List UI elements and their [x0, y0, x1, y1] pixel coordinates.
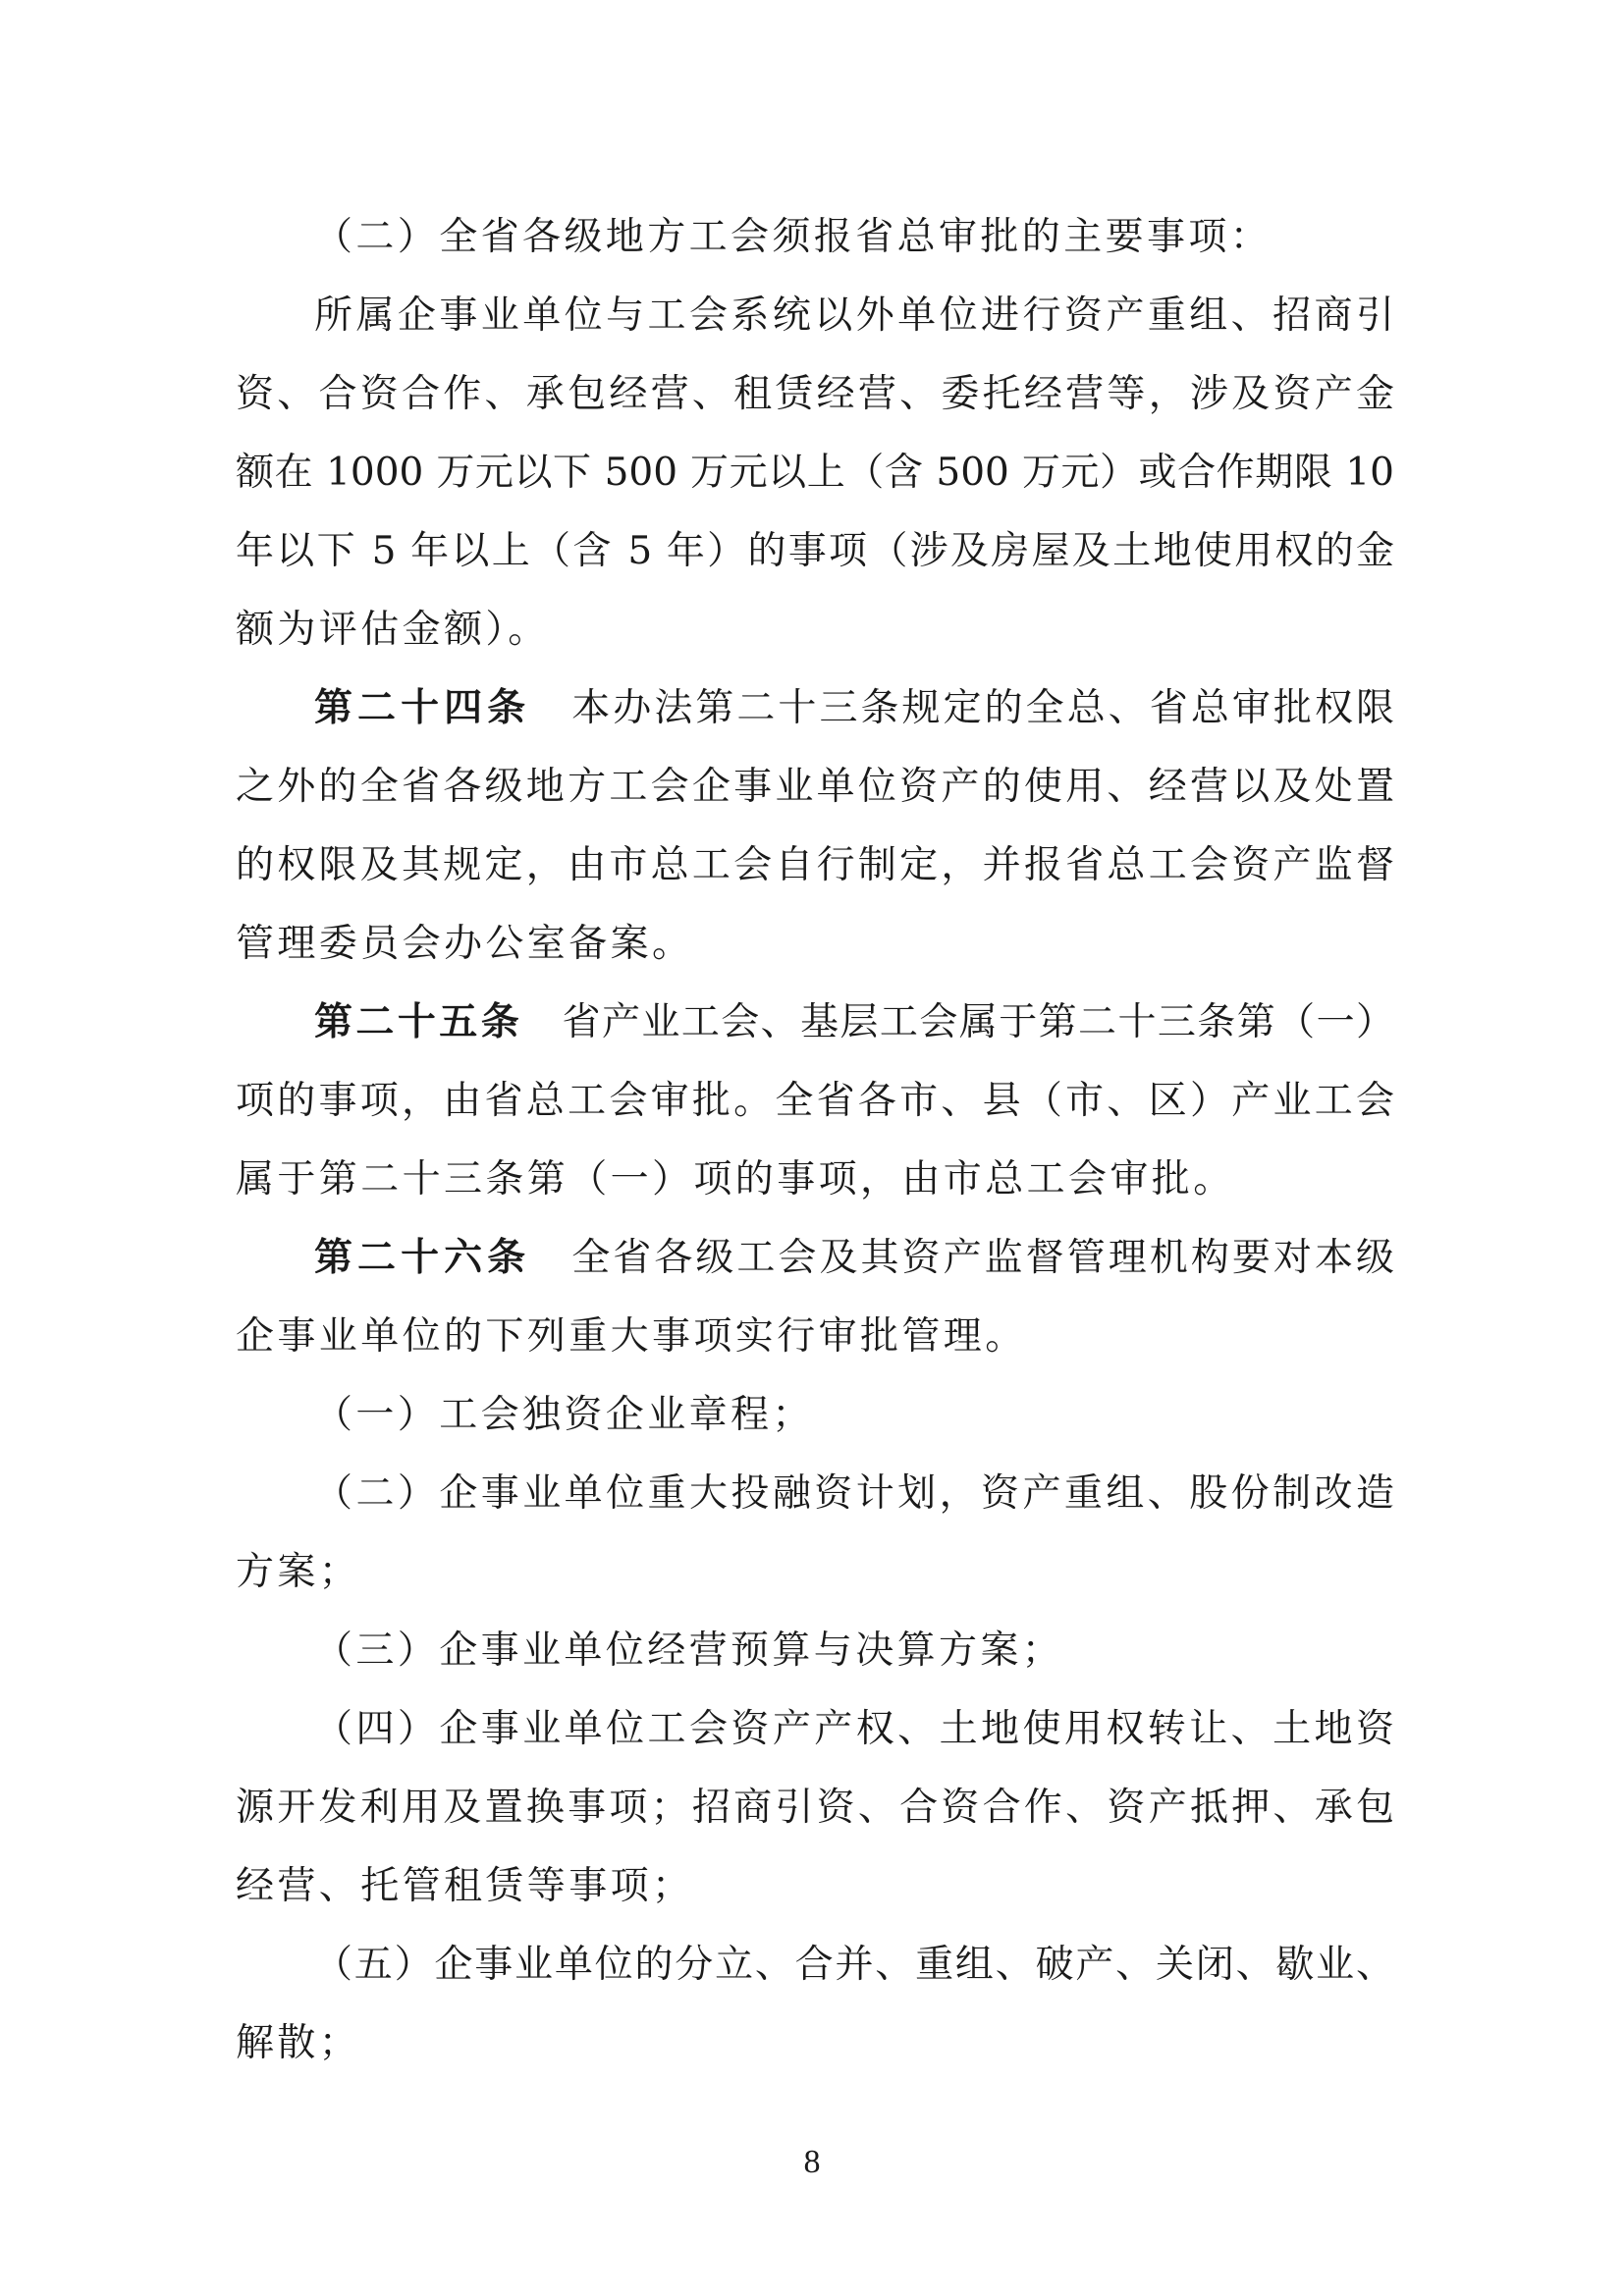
paragraph-line: 的权限及其规定，由市总工会自行制定，并报省总工会资产监督 [236, 843, 1394, 887]
paragraph-line: 所属企事业单位与工会系统以外单位进行资产重组、招商引 [314, 294, 1394, 338]
paragraph-line: 方案； [236, 1550, 361, 1594]
list-item: （二）企事业单位重大投融资计划，资产重组、股份制改造 [314, 1471, 1394, 1516]
paragraph-line: （二）全省各级地方工会须报省总审批的主要事项： [314, 215, 1272, 259]
paragraph-line: 经营、托管租赁等事项； [236, 1864, 694, 1908]
list-item: （五）企事业单位的分立、合并、重组、破产、关闭、歇业、 [314, 1943, 1394, 1987]
article-heading: 第二十五条 [314, 1000, 523, 1044]
page-number: 8 [803, 2144, 821, 2180]
paragraph-line: 年以下 5 年以上（含 5 年）的事项（涉及房屋及土地使用权的金 [236, 529, 1394, 573]
paragraph-line: 企事业单位的下列重大事项实行审批管理。 [236, 1314, 1027, 1359]
paragraph-line: 额在 1000 万元以下 500 万元以上（含 500 万元）或合作期限 10 [236, 451, 1394, 495]
article-heading: 第二十四条 [314, 686, 531, 730]
paragraph-line: 额为评估金额）。 [236, 608, 550, 652]
article-25-first-line [314, 993, 1394, 1052]
article-24-first-line [314, 679, 1394, 738]
paragraph-line: 项的事项，由省总工会审批。全省各市、县（市、区）产业工会 [236, 1079, 1394, 1123]
paragraph-line: 管理委员会办公室备案。 [236, 922, 694, 966]
paragraph-line: 之外的全省各级地方工会企事业单位资产的使用、经营以及处置 [236, 765, 1394, 809]
paragraph-line: 源开发利用及置换事项；招商引资、合资合作、资产抵押、承包 [236, 1786, 1394, 1830]
paragraph-line: 资、合资合作、承包经营、租赁经营、委托经营等，涉及资产金 [236, 372, 1394, 416]
article-text: 全省各级工会及其资产监督管理机构要对本级 [568, 1236, 1394, 1280]
list-item: （四）企事业单位工会资产产权、土地使用权转让、土地资 [314, 1707, 1394, 1751]
paragraph-line: 属于第二十三条第（一）项的事项，由市总工会审批。 [236, 1157, 1235, 1201]
list-item: （一）工会独资企业章程； [314, 1393, 814, 1437]
list-item: （三）企事业单位经营预算与决算方案； [314, 1629, 1064, 1673]
paragraph-line: 解散； [236, 2021, 361, 2065]
article-heading: 第二十六条 [314, 1236, 531, 1280]
article-text: 省产业工会、基层工会属于第二十三条第（一） [561, 1000, 1394, 1044]
article-26-first-line [314, 1229, 1394, 1288]
article-text: 本办法第二十三条规定的全总、省总审批权限 [568, 686, 1394, 730]
